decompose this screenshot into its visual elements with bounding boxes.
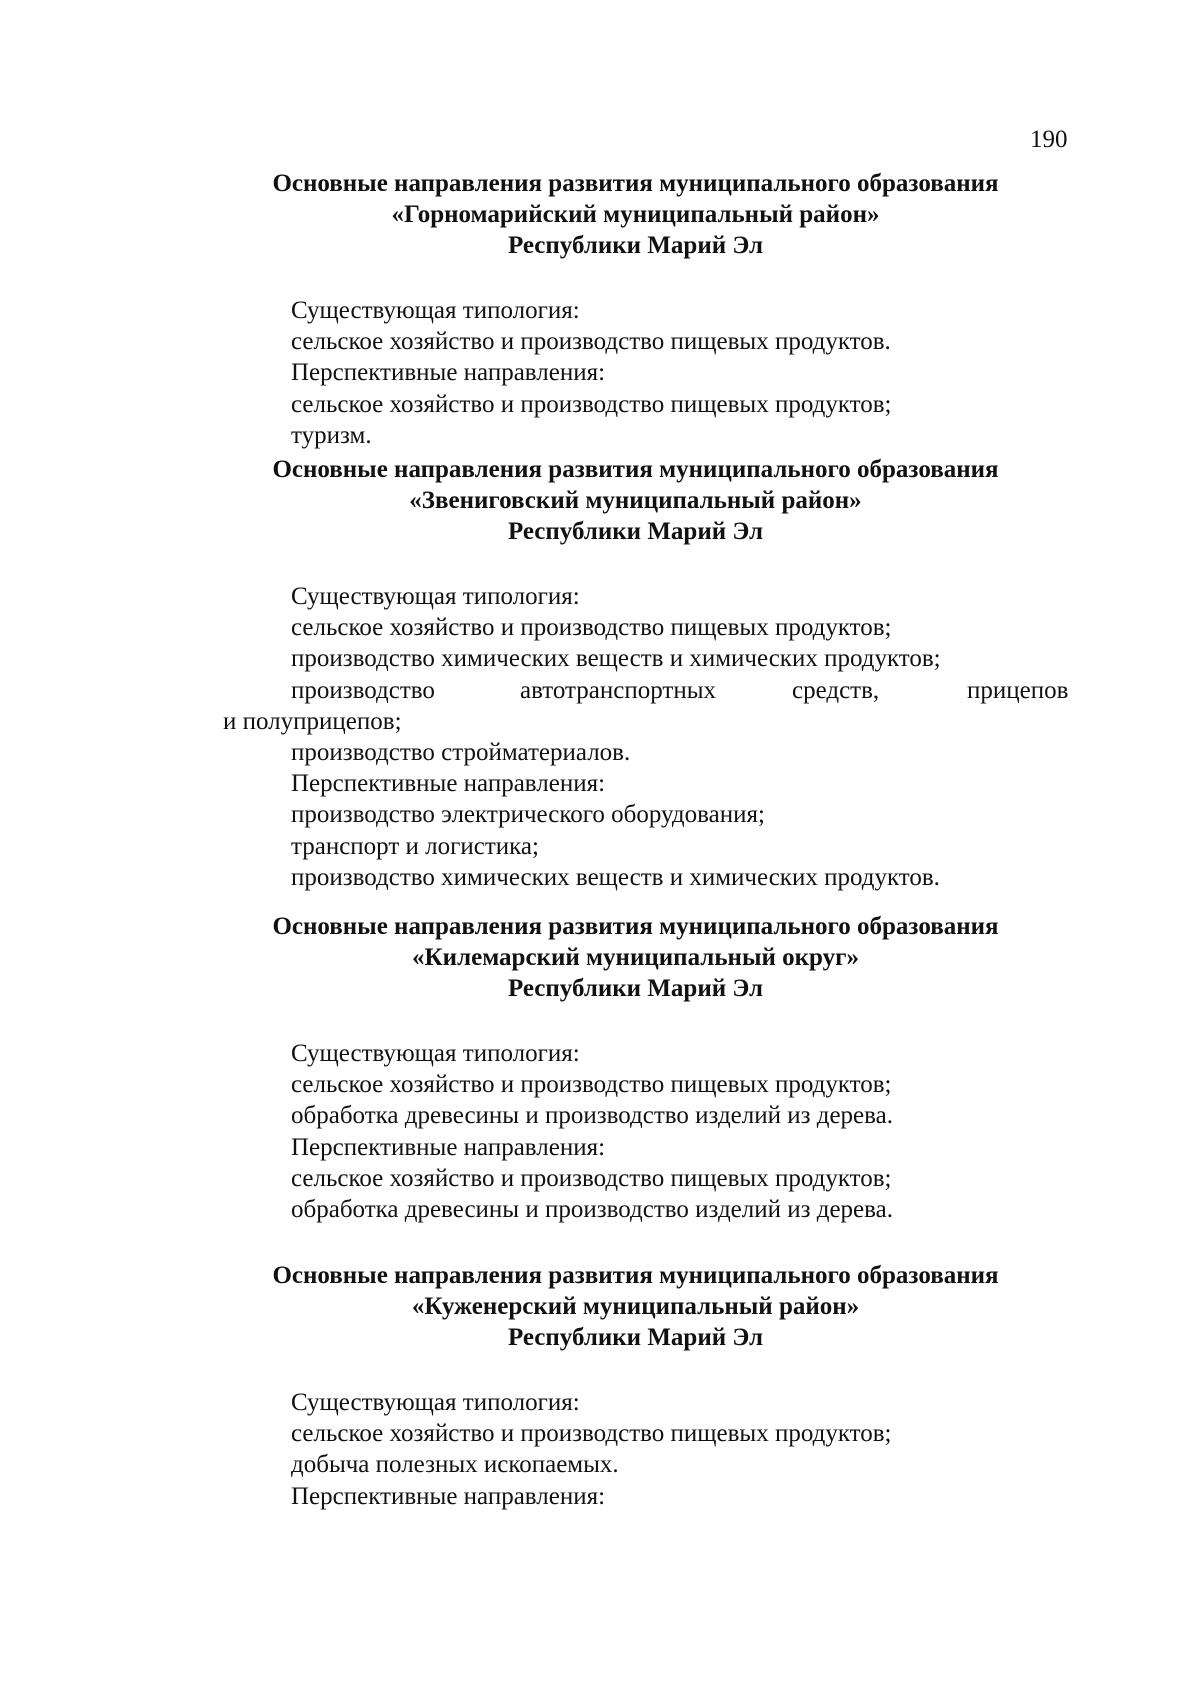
section-zvenigovsky [0, 454, 1200, 893]
section-body [0, 295, 1200, 451]
section-gornomariysky [0, 168, 1200, 451]
section-heading [0, 454, 1200, 547]
justified-word: средств, [792, 676, 880, 704]
body-line: сельское хозяйство и производство пищевых продуктов; [291, 614, 892, 642]
justified-body-line [0, 675, 1080, 706]
body-line: Существующая типология: [291, 1040, 580, 1067]
body-line: сельское хозяйство и производство пищевых продуктов; [291, 1164, 892, 1192]
body-line: сельское хозяйство и производство пищевых продуктов; [291, 390, 892, 418]
heading-line: «Горномарийский муниципальный район» [391, 201, 880, 228]
body-line: Существующая типология: [291, 583, 580, 610]
body-line: производство стройматериалов. [291, 739, 631, 766]
heading-line: «Звениговский муниципальный район» [409, 487, 862, 514]
heading-line: Основные направления развития муниципального образования [272, 913, 999, 940]
body-line: сельское хозяйство и производство пищевых продуктов. [291, 328, 891, 356]
body-line: обработка древесины и производство изделий из дерева. [291, 1102, 893, 1130]
heading-line: Республики Марий Эл [507, 518, 764, 545]
body-line: производство электрического оборудования; [291, 801, 765, 829]
body-line: Перспективные направления: [291, 1482, 606, 1510]
heading-line: Республики Марий Эл [507, 1324, 764, 1351]
body-line: транспорт и логистика; [291, 832, 539, 860]
body-line: производство химических веществ и химических продуктов. [291, 863, 940, 891]
continuation-line: и полуприцепов; [223, 707, 402, 735]
section-kuzhenersky [0, 1260, 1200, 1512]
justified-word: прицепов [967, 676, 1069, 704]
section-kilemarsky [0, 911, 1200, 1225]
heading-line: Республики Марий Эл [507, 232, 764, 259]
body-line: Перспективные направления: [291, 1133, 606, 1161]
section-body [0, 1387, 1200, 1512]
body-line: Существующая типология: [291, 297, 580, 324]
body-line: добыча полезных ископаемых. [291, 1451, 619, 1479]
section-body [0, 1038, 1200, 1225]
section-heading [0, 1260, 1200, 1353]
body-line: Перспективные направления: [291, 770, 606, 798]
section-heading [0, 911, 1200, 1004]
heading-line: Основные направления развития муниципального образования [272, 456, 999, 483]
body-line: туризм. [291, 421, 372, 449]
section-body [0, 581, 1200, 893]
heading-line: Республики Марий Эл [507, 975, 764, 1002]
heading-line: «Куженерский муниципальный район» [411, 1293, 860, 1320]
section-heading [0, 168, 1200, 261]
body-line: Перспективные направления: [291, 359, 606, 387]
body-line: производство химических веществ и химических продуктов; [291, 645, 941, 673]
justified-word: производство [291, 676, 435, 704]
heading-line: Основные направления развития муниципального образования [272, 170, 999, 197]
body-line: сельское хозяйство и производство пищевых продуктов; [291, 1071, 892, 1099]
body-line: Существующая типология: [291, 1389, 580, 1416]
heading-line: Основные направления развития муниципального образования [272, 1262, 999, 1289]
body-line: обработка древесины и производство изделий из дерева. [291, 1196, 893, 1224]
page-number: 190 [1030, 126, 1068, 153]
justified-word: автотранспортных [520, 676, 716, 704]
heading-line: «Килемарский муниципальный округ» [412, 944, 859, 971]
body-line: сельское хозяйство и производство пищевых продуктов; [291, 1420, 892, 1448]
